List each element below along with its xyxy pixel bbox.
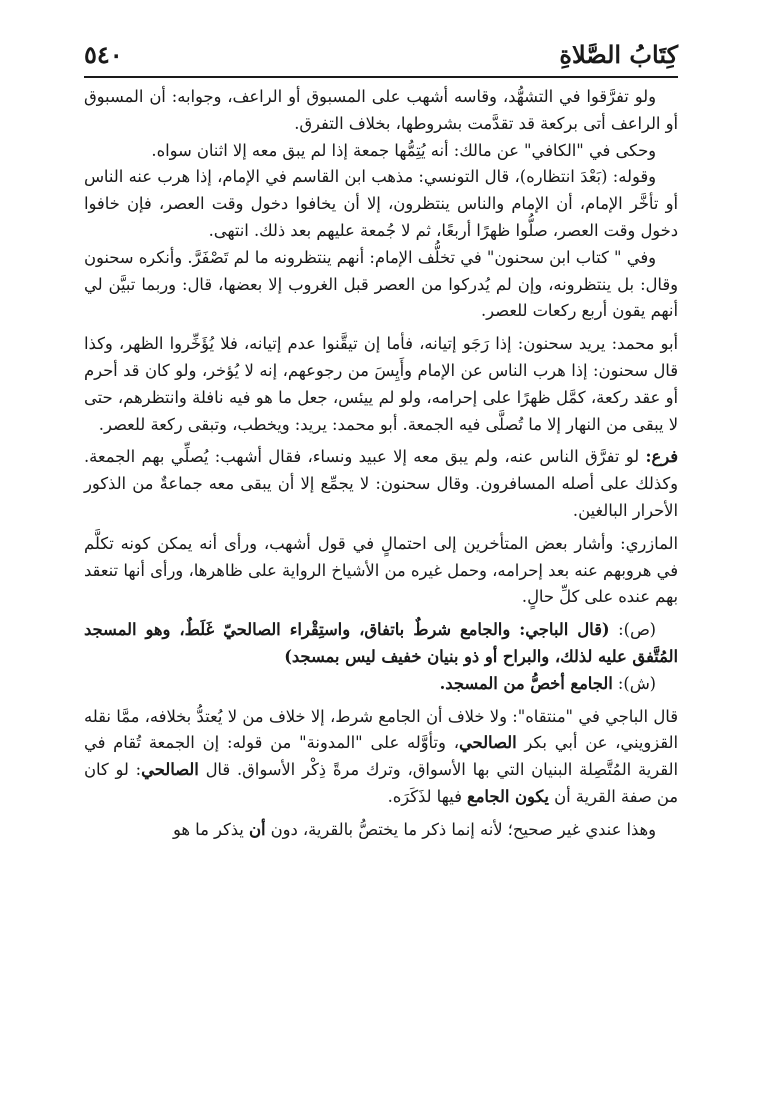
paragraph-5 [84, 331, 678, 438]
paragraph-4 [84, 245, 678, 325]
text-run: وهذا عندي غير صحيح؛ لأنه إنما ذكر ما يختصُّ بالقرية، دون [265, 819, 656, 839]
page-header [84, 30, 678, 78]
text-run: أبو محمد: يريد سحنون: إذا رَجَو إتيانه، فأما إن تيقَّنوا عدم إتيانه، فلا يُؤَخِّروا الظهر، وكذا قال سحنون: إذا هرب الناس عن الإمام وأَيِسَ من رجوعهم، إنه لا يُؤخر، ولو كان قد أحرم أو عقد ركعة، كمَّل ظهرًا على إحرامه، ولو لم ييئس، جعل ما هو فيه نافلة وانتظرهم، حتى لا يبقى من النهار إلا ما تُصلَّى فيه الجمعة. أبو محمد: يريد: ويخطب، وتبقى ركعة للعصر. [84, 334, 678, 434]
text-run: فيها لذَكَرَه. [387, 786, 468, 806]
paragraph-7 [84, 531, 678, 611]
bold-run: أن [249, 819, 266, 839]
paragraph-3 [84, 164, 678, 244]
bold-run: (قال الباجي: والجامع شرطٌ باتفاق، واستِقْراء الصالحيّ غَلَطٌ، وهو المسجد المُتَّفق عليه لذلك، والبراح أو ذو بنيان خفيف ليس بمسجد) [84, 620, 678, 666]
paragraph-8 [84, 617, 678, 671]
page-number: ٥٤٠ [84, 40, 123, 69]
text-run: قال الباجي في "منتقاه": ولا خلاف أن الجامع شرط، إلا خلاف من لا يُعتدُّ بخلافه، ممَّا نقله القزويني، عن أبي بكر [84, 706, 678, 753]
bold-run: الصالحي [141, 760, 199, 780]
text-run: وقوله: (بَعْدَ انتظاره)، قال التونسي: مذهب ابن القاسم في الإمام، إذا هرب عنه الناس أو تأخَّر الإمام، أن الإمام والناس ينتظرون، إلا أن يخافوا دخول وقت العصر، فإن خافوا دخول وقت العصر، صلُّوا ظهرًا أربعًا، ثم لا جُمعة عليهم بعد ذلك. انتهى. [84, 167, 678, 240]
text-run: المازري: وأشار بعض المتأخرين إلى احتمالٍ في قول أشهب، ورأى أنه يمكن كونه تكلَّم في هروبهم عنه بعد إحرامه، وحمل غيره من الأشياخ الرواية على ظاهرها، ورأى أنها تنعقد بهم عنده على كلِّ حالٍ. [84, 533, 678, 607]
text-run: يذكر ما هو [172, 819, 249, 839]
text-run: (ص): [609, 620, 656, 640]
text-run: وفي " كتاب ابن سحنون" في تخلُّف الإمام: أنهم ينتظرونه ما لم تَصْفَرَّ. وأنكره سحنون وقال: بل ينتظرونه، وإن لم يُدركوا من العصر قبل الغروب إلا بعضها، قال: وربما تبيَّن لي أنهم يقون أربع ركعات للعصر. [84, 247, 678, 321]
paragraph-1 [84, 84, 678, 138]
text-run: لو تفرَّق الناس عنه، ولم يبق معه إلا عبيد ونساء، فقال أشهب: يُصلِّي بهم الجمعة. وكذلك على أصله المسافرون. وقال سحنون: لا يجمِّع إلا أن يبقى معه جماعةٌ من الذكور الأحرار البالغين. [84, 447, 678, 520]
text-run: (ش): [612, 673, 656, 693]
bold-run: الجامع أخصُّ من المسجد. [439, 673, 613, 693]
bold-run: يكون الجامع [467, 786, 549, 806]
paragraph-6 [84, 444, 678, 524]
text-run: ولو تفرَّقوا في التشهُّد، وقاسه أشهب على المسبوق أو الراعف، وجوابه: أن المسبوق أو الراعف أتى بركعة قد تقدَّمت بشروطها، بخلاف التفرق. [84, 87, 678, 133]
paragraph-10 [84, 704, 678, 811]
text-run: وحكى في "الكافي" عن مالك: أنه يُتِمُّها جمعة إذا لم يبق معه إلا اثنان سواه. [151, 140, 656, 160]
paragraph-11 [84, 817, 678, 844]
bold-run: فرع: [645, 447, 678, 467]
text-run: : لو كان من صفة القرية أن [84, 760, 678, 806]
running-title: كِتَابُ الصَّلاةِ [559, 40, 678, 69]
bold-run: الصالحي [458, 733, 517, 753]
paragraph-2 [84, 138, 678, 165]
paragraph-9 [84, 671, 678, 698]
page-body [84, 84, 678, 844]
text-run: ، وتأوَّله على "المدونة" من قوله: إن الجمعة تُقام في القرية المُتَّصِلة البنيان التي بها الأسواق، وترك مرةً ذِكْر الأسواق. قال [84, 733, 678, 780]
